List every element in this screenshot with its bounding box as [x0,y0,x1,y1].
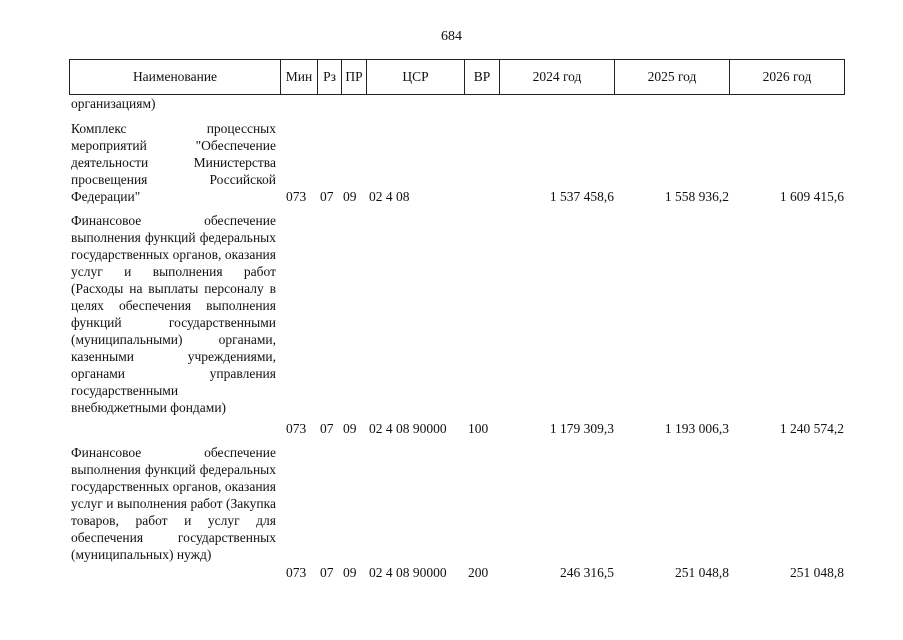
row-pr: 09 [343,189,357,204]
header-name: Наименование [70,60,281,95]
row-2026: 251 048,8 [790,565,844,580]
header-2026: 2026 год [730,60,845,95]
row-name: Финансовое обеспечение выполнения функций федеральных государственных органов, оказания услуг и выполнения работ (Расходы на выплаты персоналу в целях обеспечения выполнения функций государственными (муниципальными) органами, казенными учреждениями, органами управления государственными внебюджетными фондами) [71,213,276,415]
header-vr: ВР [465,60,500,95]
row-2024: 1 179 309,3 [549,421,614,436]
row-rz: 07 [320,421,334,436]
continuation-text: организациям) [71,96,156,111]
header-2025: 2025 год [615,60,730,95]
row-pr: 09 [343,565,357,580]
header-min: Мин [281,60,318,95]
row-2025: 1 193 006,3 [664,421,729,436]
row-2024: 246 316,5 [560,565,614,580]
header-csr: ЦСР [367,60,465,95]
row-csr: 02 4 08 [369,189,410,204]
table-header [69,59,845,95]
row-vr: 100 [468,421,489,436]
header-rz: Рз [318,60,342,95]
row-csr: 02 4 08 90000 [369,565,447,580]
row-csr: 02 4 08 90000 [369,421,447,436]
header-pr: ПР [342,60,367,95]
row-min: 073 [286,565,307,580]
row-rz: 07 [320,565,334,580]
row-min: 073 [286,189,307,204]
row-2026: 1 609 415,6 [779,189,844,204]
header-2024: 2024 год [500,60,615,95]
row-2024: 1 537 458,6 [549,189,614,204]
row-2025: 251 048,8 [675,565,729,580]
row-name: Комплекс процессных мероприятий "Обеспечение деятельности Министерства просвещения Российской Федерации" [71,121,276,204]
row-2025: 1 558 936,2 [664,189,729,204]
row-2026: 1 240 574,2 [779,421,844,436]
row-name: Финансовое обеспечение выполнения функций федеральных государственных органов, оказания услуг и выполнения работ (Закупка товаров, работ и услуг для обеспечения государственных (муниципальных) нужд) [71,445,276,562]
row-pr: 09 [343,421,357,436]
row-vr: 200 [468,565,489,580]
row-rz: 07 [320,189,334,204]
page-number: 684 [441,29,462,44]
row-min: 073 [286,421,307,436]
